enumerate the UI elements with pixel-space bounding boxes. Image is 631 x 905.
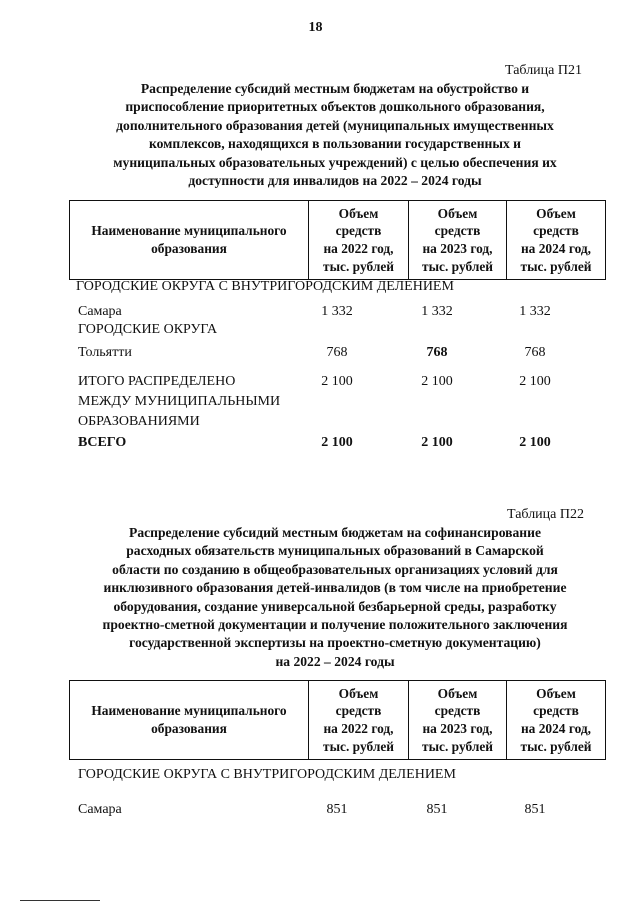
table22-row-samara [69,800,609,820]
value-2024: 2 100 [519,435,551,450]
header-name-col: Наименование муниципального образования [70,201,309,280]
value-2022: 851 [326,802,348,817]
page-number: 18 [308,20,323,35]
table21-row-samara [69,302,609,322]
value-2023: 2 100 [421,435,453,450]
value-2022: 2 100 [321,435,353,450]
table21-row-total [69,433,609,453]
value-2023: 1 332 [421,304,453,319]
row-name: Самара [78,304,122,319]
value-2022: 768 [326,345,348,360]
value-2024: 2 100 [519,374,551,389]
table21-row-total-distributed [69,372,609,392]
row-name: Самара [78,802,122,817]
table22-header [69,680,606,760]
header-col-2022: Объем средств на 2022 год, тыс. рублей [309,681,409,760]
table21-label: Таблица П21 [505,63,582,78]
table21-total-distributed-label: ИТОГО РАСПРЕДЕЛЕНО МЕЖДУ МУНИЦИПАЛЬНЫМИ ОБРАЗОВАНИЯМИ [78,374,281,429]
table22-title: Распределение субсидий местным бюджетам на софинансирование расходных обязательств муниципальных образований в Самарской области по созданию в общеобразовательных организациях условий для инклюзивного образования детей-инвалидов (в том числе на приобретение оборудования, создание универсальной безбарьерной среды, разработку проектно-сметной документации и получение положительного заключения государственной экспертизы на проектно-сметную документацию) на 2022 – 2024 годы [102,525,568,669]
table21-row-togliatti [69,343,609,363]
footer-rule [20,900,100,901]
value-2024: 768 [524,345,546,360]
header-col-2023: Объем средств на 2023 год, тыс. рублей [409,681,507,760]
table21-section-urban-districts-with-division: ГОРОДСКИЕ ОКРУГА С ВНУТРИГОРОДСКИМ ДЕЛЕНИЕМ [76,279,454,294]
value-2023: 768 [426,345,448,360]
value-2022: 2 100 [321,374,353,389]
header-col-2022: Объем средств на 2022 год, тыс. рублей [309,201,409,280]
row-name: ВСЕГО [78,435,127,450]
table21-section-urban-districts: ГОРОДСКИЕ ОКРУГА [78,322,218,337]
header-name-col: Наименование муниципального образования [70,681,309,760]
table21-header [69,200,606,280]
value-2023: 851 [426,802,448,817]
value-2024: 1 332 [519,304,551,319]
value-2023: 2 100 [421,374,453,389]
table21-title: Распределение субсидий местным бюджетам на обустройство и приспособление приоритетных объектов дошкольного образования, дополнительного образования детей (муниципальных имущественных комплексов, находящихся в пользовании государственных и муниципальных образовательных учреждений) с целью обеспечения их доступности для инвалидов на 2022 – 2024 годы [113,81,557,189]
value-2022: 1 332 [321,304,353,319]
header-col-2023: Объем средств на 2023 год, тыс. рублей [409,201,507,280]
value-2024: 851 [524,802,546,817]
table22-section-urban-districts-with-division: ГОРОДСКИЕ ОКРУГА С ВНУТРИГОРОДСКИМ ДЕЛЕНИЕМ [78,767,456,782]
row-name: Тольятти [78,345,132,360]
table22-label: Таблица П22 [507,507,584,522]
header-col-2024: Объем средств на 2024 год, тыс. рублей [507,681,606,760]
header-col-2024: Объем средств на 2024 год, тыс. рублей [507,201,606,280]
